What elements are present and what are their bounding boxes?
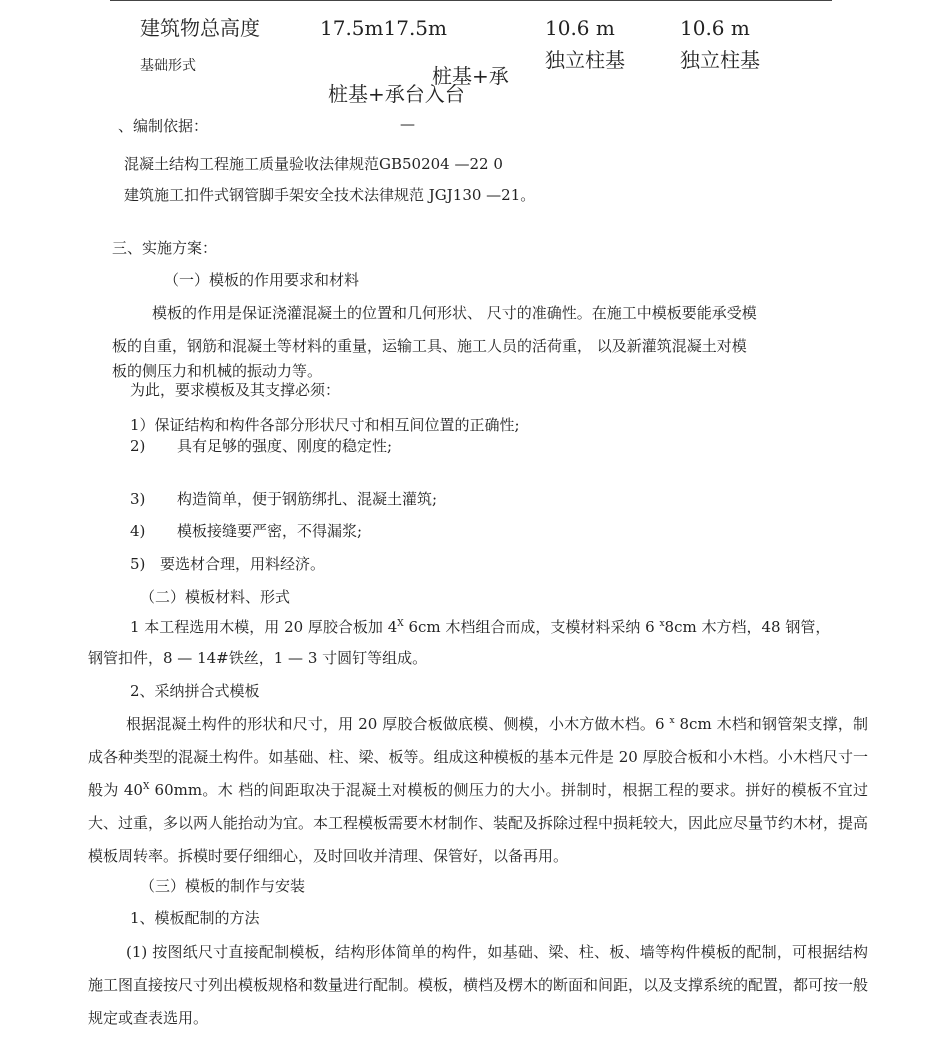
- subheading-3: （三）模板的制作与安装: [140, 877, 306, 895]
- materials-line-1: 1 本工程选用木模，用 20 厚胶合板加 $4^X$ 6cm 木档组合而成，支模材料采纳 6 $^x$8cm 木方档，48 钢管，: [130, 618, 831, 636]
- requirement-3-number: 3): [130, 490, 146, 508]
- basis-item-1: 混凝土结构工程施工质量验收法律规范GB50204 —22 0: [124, 155, 503, 173]
- para1-line-1: 模板的作用是保证浇灌混凝土的位置和几何形状、 尺寸的准确性。在施工中模板要能承受模: [152, 304, 757, 322]
- requirement-5: 要选材合理，用料经济。: [160, 555, 326, 573]
- requirement-2: 具有足够的强度、刚度的稳定性;: [177, 437, 393, 455]
- basis-dash: —: [400, 115, 415, 133]
- para1-line-4: 为此，要求模板及其支撑必须：: [130, 381, 341, 399]
- foundation-label: 基础形式: [140, 58, 196, 74]
- requirement-4: 模板接缝要严密，不得漏浆;: [177, 522, 363, 540]
- requirement-4-number: 4): [130, 522, 146, 540]
- requirement-1: 1）保证结构和构件各部分形状尺寸和相互间位置的正确性;: [130, 416, 520, 434]
- foundation-value-b: 独立柱基: [545, 48, 625, 72]
- height-value-c: 10.6 m: [680, 16, 750, 40]
- para1-line-2: 板的自重，钢筋和混凝土等材料的重量，运输工具、施工人员的活荷重， 以及新灌筑混凝土对模: [112, 337, 747, 355]
- section-heading: 三、实施方案：: [112, 239, 218, 257]
- materials-line-2: 钢管扣件，8 — 14#铁丝，1 — 3 寸圆钉等组成。: [88, 649, 428, 667]
- pile-lower: 桩基+承台入台: [328, 82, 465, 106]
- requirement-3: 构造简单，便于钢筋绑扎、混凝土灌筑;: [177, 490, 438, 508]
- assembled-formwork-paragraph: 根据混凝土构件的形状和尺寸，用 20 厚胶合板做底模、侧模，小木方做木档。6 $^x$ 8cm 木档和钢管架支撑，制成各种类型的混凝土构件。如基础、柱、梁、板等。组成这种模板的基本元件是 20 厚胶合板和小木档。小木档尺寸一般为 $40^X$ 60mm。木 档的间距取决于混凝土对模板的侧压力的大小。拼制时，根据工程的要求。拼好的模板不宜过大、过重，多以两人能抬动为宜。本工程模板需要木材制作、装配及拆除过程中损耗较大，因此应尽量节约木材，提高模板周转率。拆模时要仔细细心，及时回收并清理、保管好，以备再用。: [88, 715, 869, 865]
- height-label: 建筑物总高度: [140, 16, 260, 40]
- foundation-value-c: 独立柱基: [680, 48, 760, 72]
- formwork-method-paragraph: (1) 按图纸尺寸直接配制模板，结构形体简单的构件，如基础、梁、柱、板、墙等构件模板的配制，可根据结构施工图直接按尺寸列出模板规格和数量进行配制。模板，横档及楞木的断面和间距，以及支撑系统的配置，都可按一般规定或查表选用。: [88, 943, 869, 1027]
- basis-item-2: 建筑施工扣件式钢管脚手架安全技术法律规范 JGJ130 —21。: [124, 186, 536, 204]
- subheading-2-2: 2、采纳拼合式模板: [130, 682, 260, 700]
- subheading-1: （一）模板的作用要求和材料: [164, 271, 360, 289]
- height-value-a: 17.5m17.5m: [320, 16, 447, 40]
- subheading-3-1: 1、模板配制的方法: [130, 909, 260, 927]
- requirement-2-number: 2): [130, 437, 146, 455]
- requirement-5-number: 5): [130, 555, 146, 573]
- top-rule: [110, 0, 832, 1]
- basis-heading: 、编制依据：: [118, 117, 209, 135]
- para1-line-3: 板的侧压力和机械的振动力等。: [112, 362, 323, 380]
- subheading-2: （二）模板材料、形式: [140, 588, 291, 606]
- height-value-b: 10.6 m: [545, 16, 615, 40]
- pile-upper: 桩基+承: [432, 64, 509, 88]
